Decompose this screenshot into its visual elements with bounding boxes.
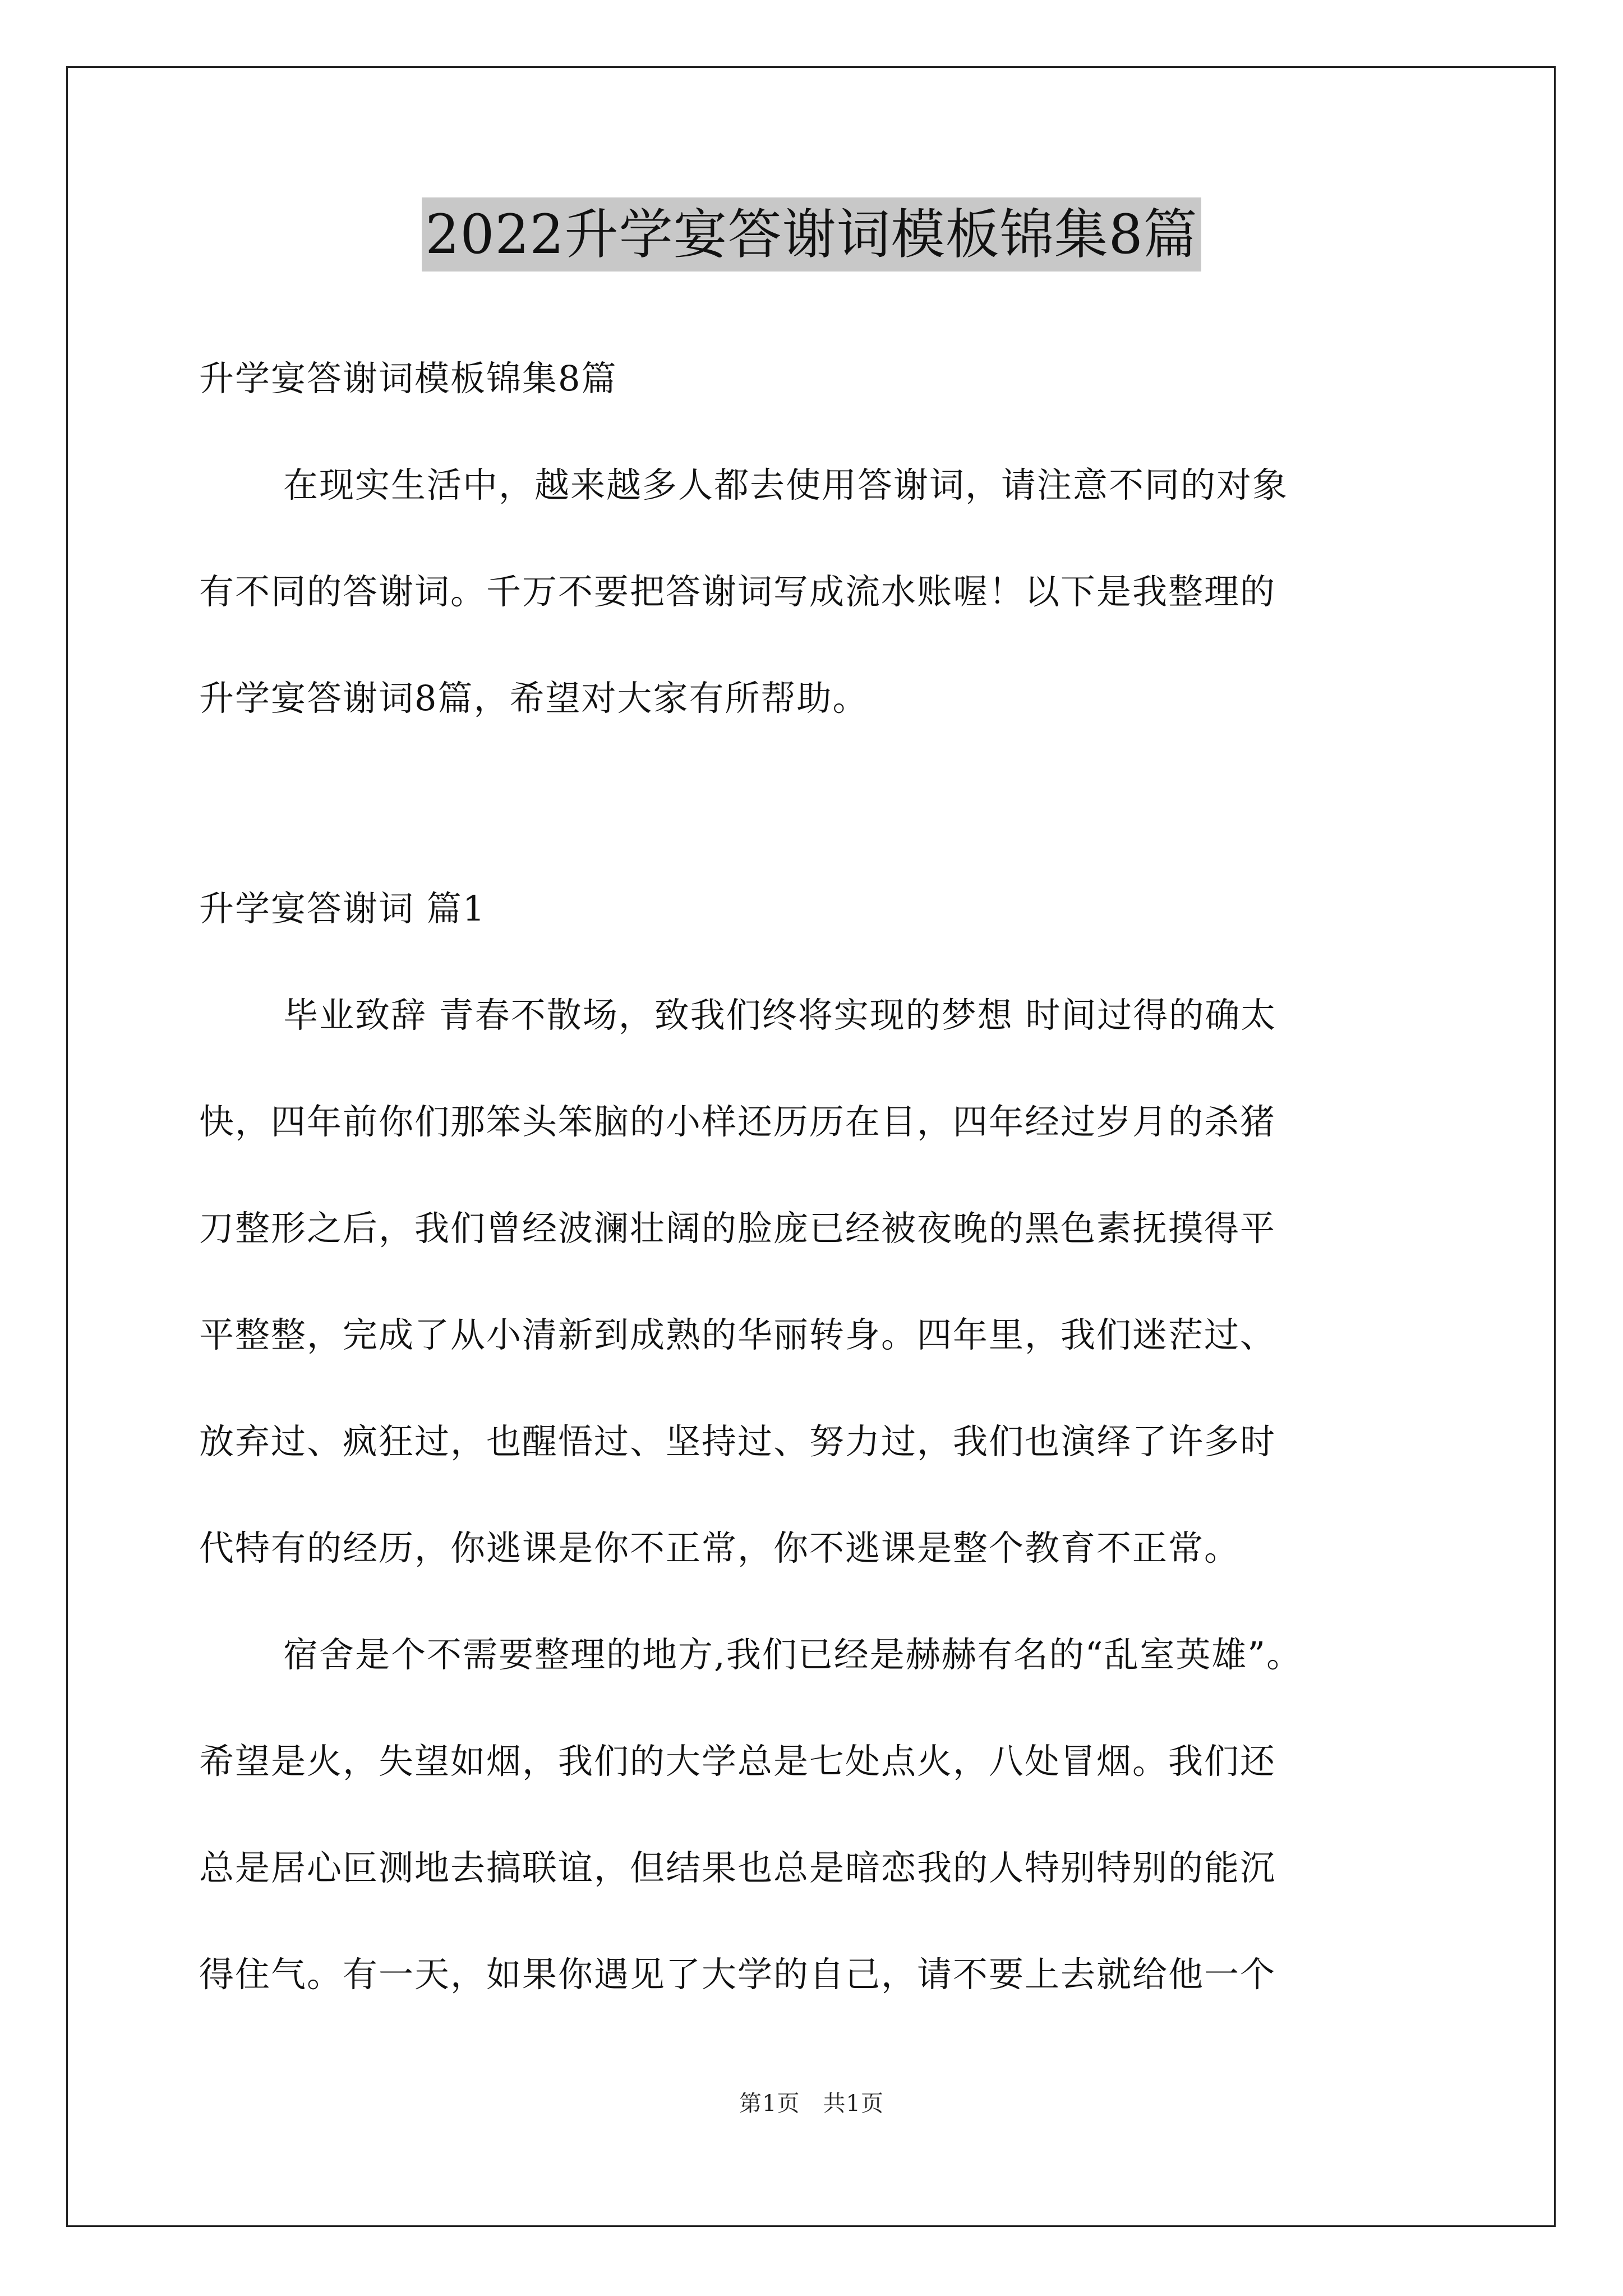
intro-line-1: 在现实生活中，越来越多人都去使用答谢词，请注意不同的对象 xyxy=(283,464,1289,505)
paragraph2-line-1: 宿舍是个不需要整理的地方,我们已经是赫赫有名的“乱室英雄”。 xyxy=(283,1634,1303,1675)
paragraph1-line-6: 代特有的经历，你逃课是你不正常，你不逃课是整个教育不正常。 xyxy=(199,1527,1241,1568)
page-footer: 第1页 共1页 xyxy=(739,2091,884,2116)
paragraph1-line-2: 快，四年前你们那笨头笨脑的小样还历历在目，四年经过岁月的杀猪 xyxy=(199,1101,1276,1142)
paragraph2-line-2: 希望是火，失望如烟，我们的大学总是七处点火，八处冒烟。我们还 xyxy=(199,1741,1276,1782)
paragraph1-line-3: 刀整形之后，我们曾经波澜壮阔的脸庞已经被夜晚的黑色素抚摸得平 xyxy=(199,1208,1276,1249)
document-subtitle: 升学宴答谢词模板锦集8篇 xyxy=(199,358,617,399)
paragraph2-line-4: 得住气。有一天，如果你遇见了大学的自己，请不要上去就给他一个 xyxy=(199,1954,1276,1995)
section-heading: 升学宴答谢词 篇1 xyxy=(199,888,486,929)
intro-line-3: 升学宴答谢词8篇，希望对大家有所帮助。 xyxy=(199,678,869,719)
paragraph2-line-3: 总是居心叵测地去搞联谊，但结果也总是暗恋我的人特别特别的能沉 xyxy=(199,1847,1276,1888)
title-container xyxy=(0,197,1623,272)
paragraph1-line-5: 放弃过、疯狂过，也醒悟过、坚持过、努力过，我们也演绎了许多时 xyxy=(199,1421,1276,1462)
paragraph1-line-4: 平整整，完成了从小清新到成熟的华丽转身。四年里，我们迷茫过、 xyxy=(199,1314,1276,1355)
intro-line-2: 有不同的答谢词。千万不要把答谢词写成流水账喔！以下是我整理的 xyxy=(199,571,1276,612)
document-title: 2022升学宴答谢词模板锦集8篇 xyxy=(422,197,1201,272)
paragraph1-line-1: 毕业致辞 青春不散场，致我们终将实现的梦想 时间过得的确太 xyxy=(283,995,1277,1036)
